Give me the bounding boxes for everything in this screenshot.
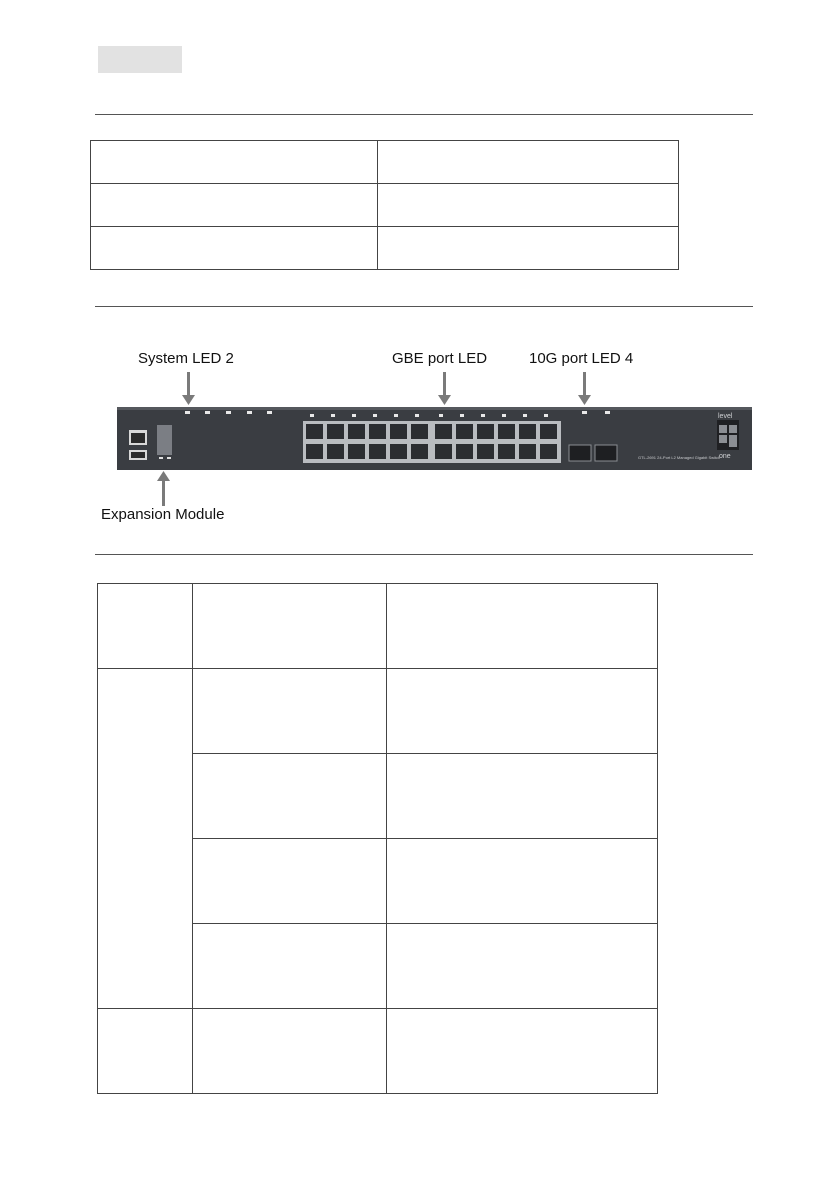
table-row	[91, 227, 679, 270]
led-table	[97, 583, 658, 1094]
port-led	[331, 414, 335, 417]
table-cell	[98, 584, 193, 669]
rj45-port	[411, 424, 428, 439]
rj45-port	[411, 444, 428, 459]
rj45-port	[435, 444, 452, 459]
rj45-port	[369, 424, 386, 439]
rj45-port	[390, 444, 407, 459]
rj45-port	[390, 424, 407, 439]
port-led	[481, 414, 485, 417]
rj45-port	[498, 444, 515, 459]
table-row	[98, 1009, 658, 1094]
rj45-port	[348, 424, 365, 439]
rj45-port	[498, 424, 515, 439]
port-led	[523, 414, 527, 417]
rj45-port	[456, 444, 473, 459]
table-cell	[378, 227, 679, 270]
table-row	[91, 184, 679, 227]
port-led	[373, 414, 377, 417]
table-cell	[91, 141, 378, 184]
table-cell	[193, 839, 387, 924]
table-row	[91, 141, 679, 184]
port-led	[502, 414, 506, 417]
rj45-port	[540, 444, 557, 459]
table-cell	[91, 227, 378, 270]
rj45-port	[327, 424, 344, 439]
table-row	[98, 584, 658, 669]
port-led	[439, 414, 443, 417]
table-cell	[387, 924, 658, 1009]
table-cell	[98, 669, 193, 1009]
tengig-port-led-label: 10G port LED 4	[529, 350, 634, 367]
port-led	[460, 414, 464, 417]
rj45-port	[369, 444, 386, 459]
table-cell	[387, 839, 658, 924]
model-text: GTL-2691 24-Port L2 Managed Gigabit Switch	[638, 455, 721, 460]
rj45-port	[306, 444, 323, 459]
logo-text-top: level	[718, 413, 733, 420]
section-divider	[95, 306, 753, 307]
expansion-module-label: Expansion Module	[101, 506, 225, 523]
table-cell	[193, 584, 387, 669]
table-cell	[193, 924, 387, 1009]
table-cell	[378, 141, 679, 184]
table-cell	[193, 669, 387, 754]
section-divider	[95, 114, 753, 115]
table-cell	[387, 584, 658, 669]
table-cell	[91, 184, 378, 227]
rj45-port	[477, 424, 494, 439]
switch-front-panel-figure	[95, 325, 755, 545]
table-cell	[193, 1009, 387, 1094]
table-cell	[98, 1009, 193, 1094]
rj45-port	[540, 424, 557, 439]
table-row	[98, 669, 658, 754]
rj45-port	[519, 424, 536, 439]
port-led	[394, 414, 398, 417]
rj45-port	[306, 424, 323, 439]
table-cell	[378, 184, 679, 227]
rj45-port	[519, 444, 536, 459]
rj45-port	[456, 424, 473, 439]
rj45-port	[348, 444, 365, 459]
rj45-port	[435, 424, 452, 439]
port-led	[544, 414, 548, 417]
table-cell	[387, 754, 658, 839]
rj45-port	[327, 444, 344, 459]
port-led	[310, 414, 314, 417]
table-cell	[387, 1009, 658, 1094]
system-led-label: System LED 2	[138, 350, 234, 367]
section-divider	[95, 554, 753, 555]
spec-table	[90, 140, 679, 270]
table-cell	[193, 754, 387, 839]
port-led	[415, 414, 419, 417]
page-header-tab	[98, 46, 182, 73]
logo-text-bottom: one	[719, 453, 731, 460]
port-led	[352, 414, 356, 417]
gbe-port-led-label: GBE port LED	[392, 350, 488, 367]
rj45-port	[477, 444, 494, 459]
table-cell	[387, 669, 658, 754]
